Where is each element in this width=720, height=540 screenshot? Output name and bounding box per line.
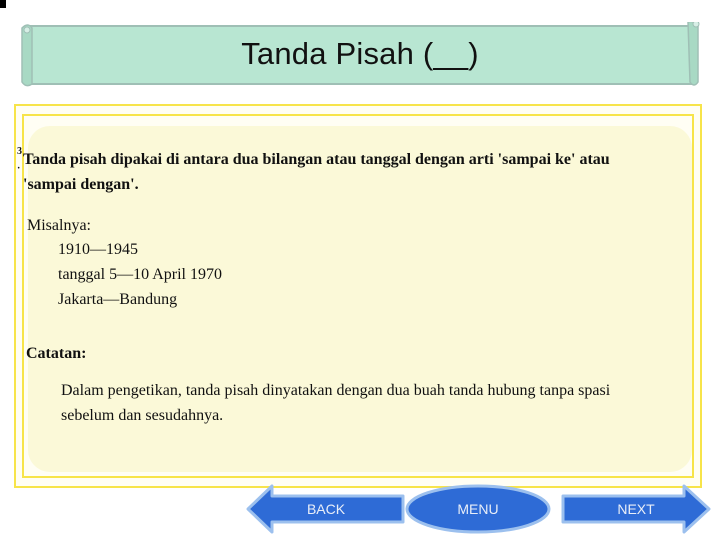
next-button[interactable] [560, 484, 712, 534]
back-label: BACK [306, 501, 346, 517]
menu-button[interactable] [404, 484, 552, 534]
note-label: Catatan: [26, 345, 87, 362]
example-item: Jakarta—Bandung [58, 291, 178, 308]
title-banner [18, 22, 702, 88]
corner-mark [0, 0, 6, 8]
note-text-line1: Dalam pengetikan, tanda pisah dinyatakan dengan dua buah tanda hubung tanpa spasi [61, 382, 611, 399]
note-text-line2: sebelum dan sesudahnya. [61, 407, 224, 424]
page-title: Tanda Pisah (__) [241, 36, 479, 71]
examples-label: Misalnya: [27, 217, 91, 234]
menu-label: MENU [457, 501, 499, 517]
back-button[interactable] [246, 484, 406, 534]
rule-number: 3 [17, 146, 22, 157]
rule-text-line2: 'sampai dengan'. [23, 176, 139, 193]
bullet-dot: · [17, 163, 21, 174]
next-label: NEXT [617, 501, 655, 517]
example-item: tanggal 5—10 April 1970 [58, 266, 222, 283]
rule-text-line1: Tanda pisah dipakai di antara dua bilangan atau tanggal dengan arti 'sampai ke' atau [23, 151, 610, 168]
example-item: 1910—1945 [58, 241, 138, 258]
